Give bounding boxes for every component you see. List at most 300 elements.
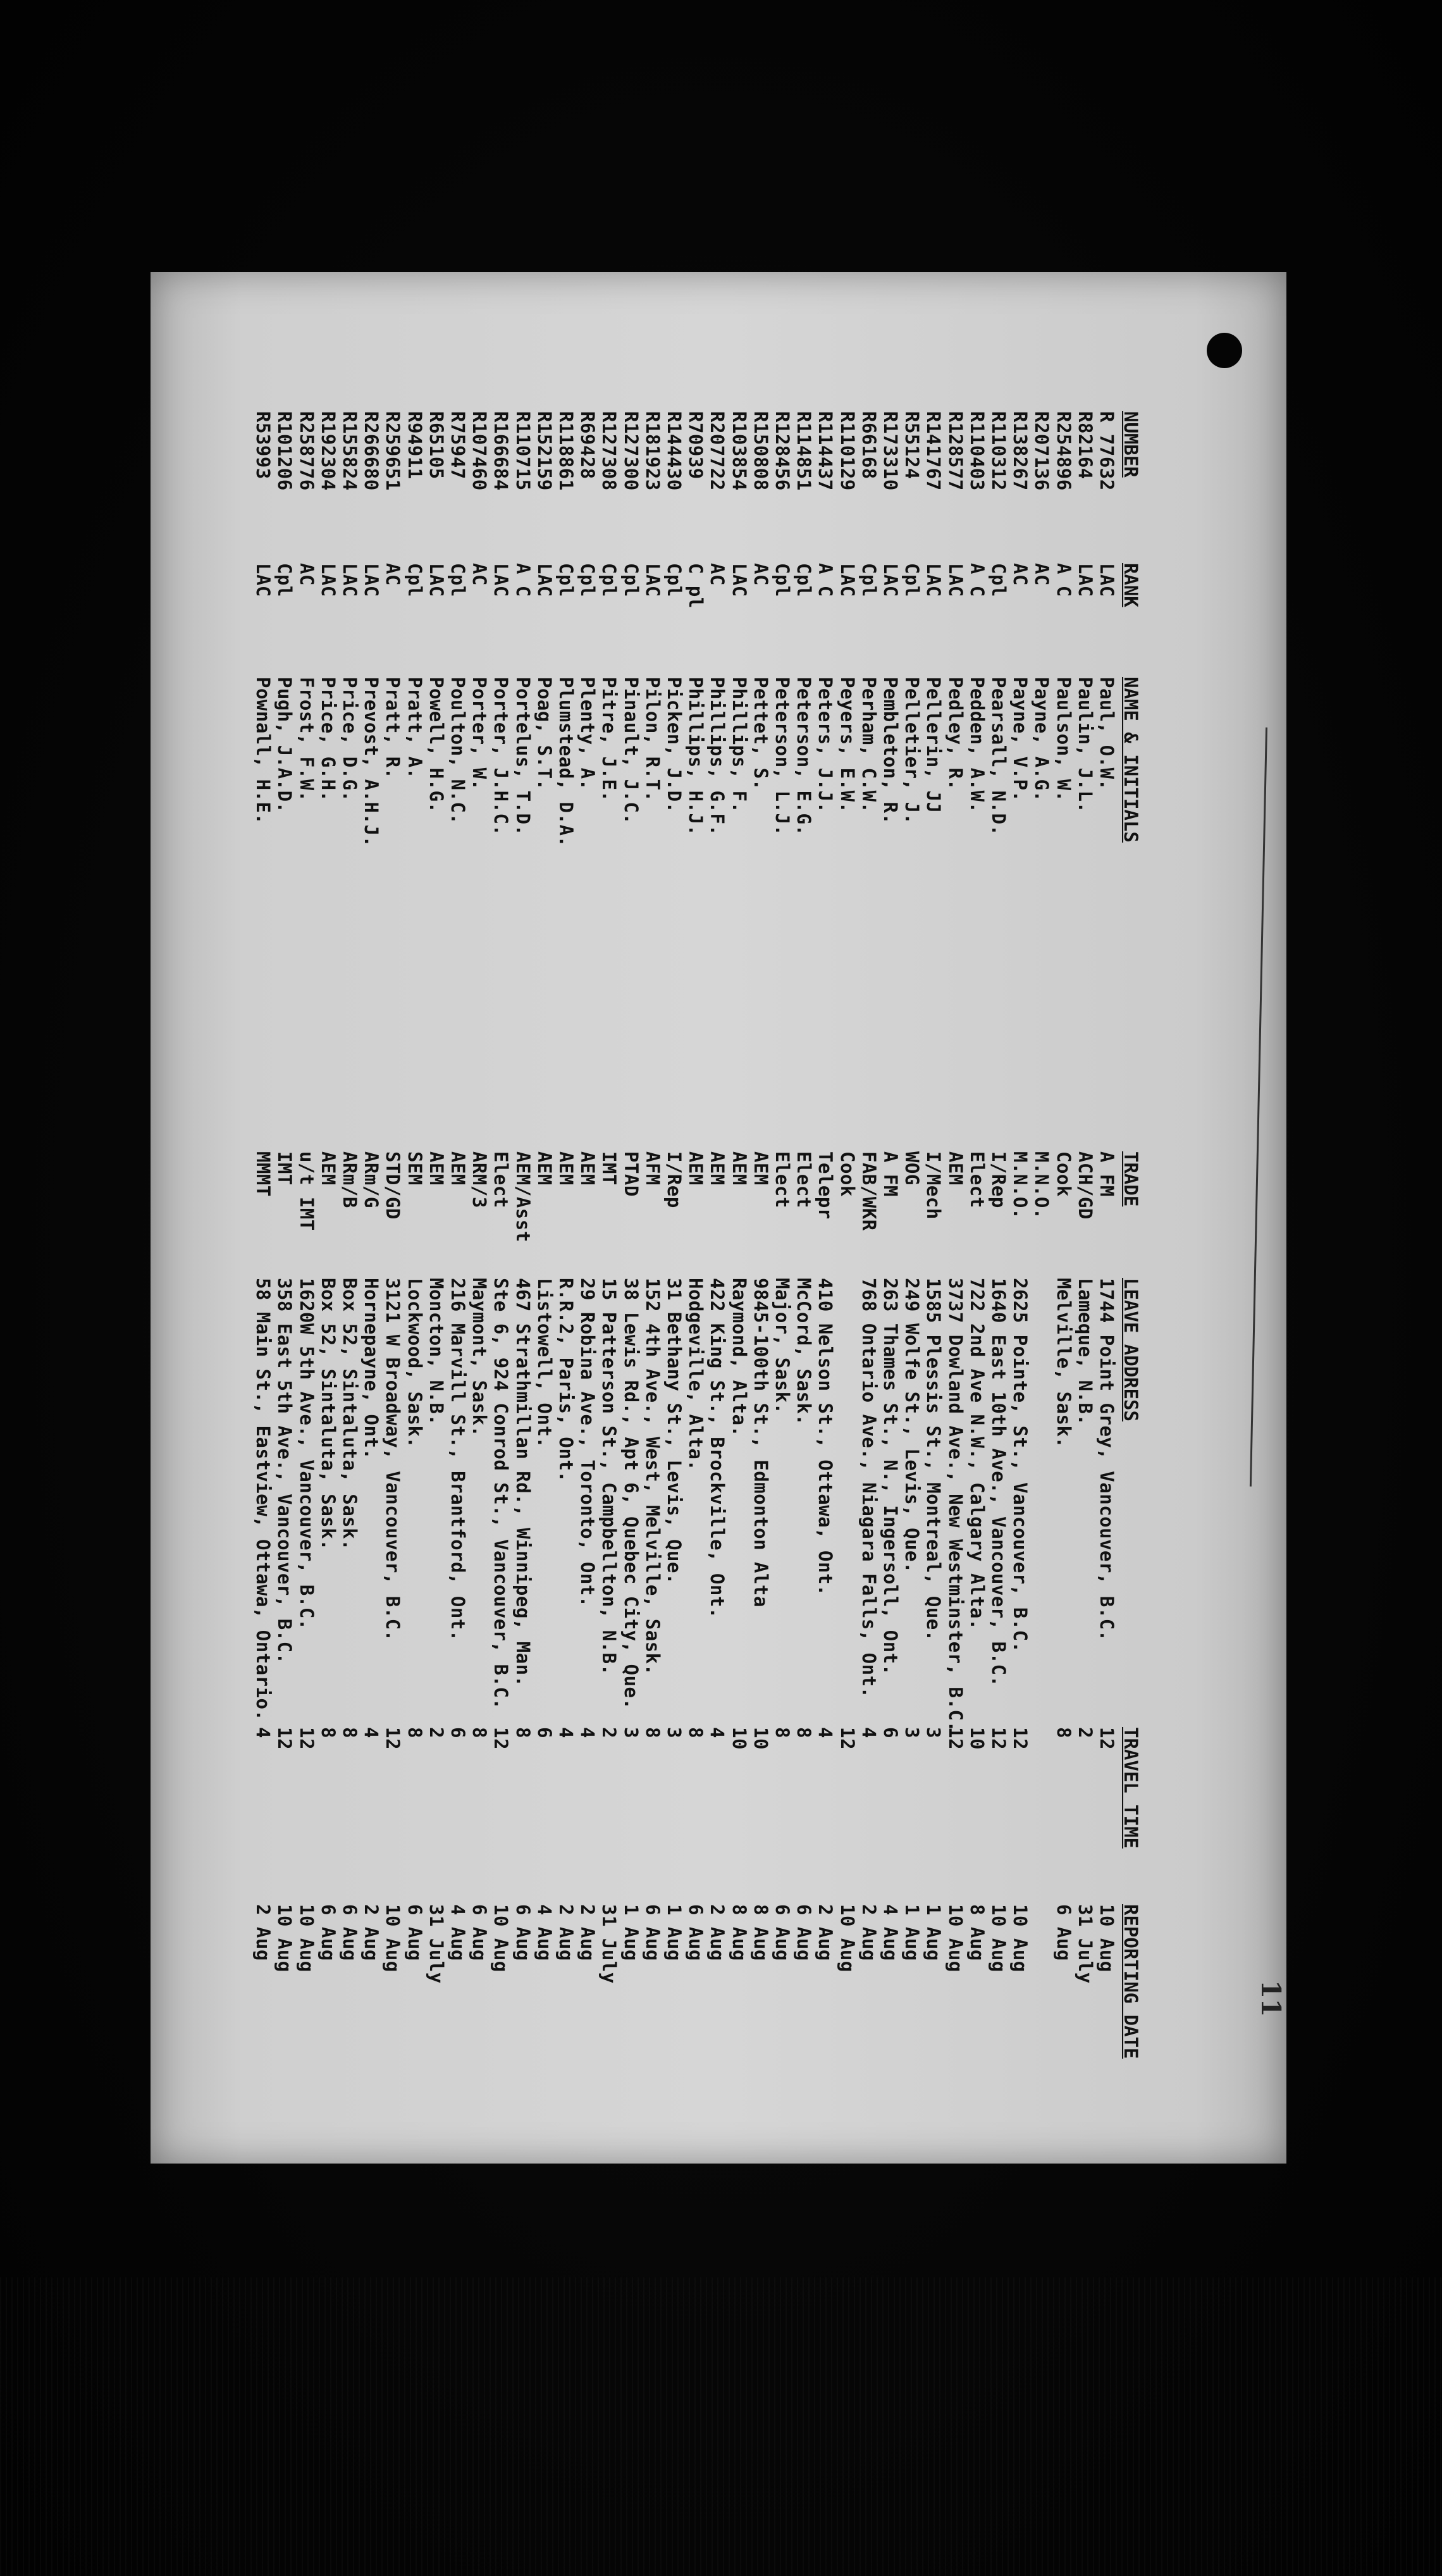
name: Peyers, E.W. xyxy=(836,677,858,814)
reporting-date: 8 Aug xyxy=(728,1904,750,1961)
trade: AEM xyxy=(555,1151,577,1186)
reporting-date: 1 Aug xyxy=(620,1904,642,1961)
trade: I/Rep xyxy=(988,1151,1009,1208)
leave-address: 38 Lewis Rd., Apt 6, Quebec City, Que. xyxy=(620,1278,642,1710)
table-row xyxy=(448,272,468,2164)
rank: AC xyxy=(469,563,491,586)
reporting-date: 10 Aug xyxy=(382,1904,404,1972)
trade: ARm/B xyxy=(339,1151,360,1208)
leave-address: Lameque, N.B. xyxy=(1074,1278,1096,1426)
name: Phillips, H.J. xyxy=(685,677,707,836)
rank: Cpl xyxy=(901,563,923,597)
table-row xyxy=(880,272,901,2164)
travel-time: 12 xyxy=(944,1727,966,1750)
trade: ACH/GD xyxy=(1074,1151,1096,1220)
travel-time: 8 xyxy=(641,1727,663,1738)
leave-address: Raymond, Alta. xyxy=(728,1278,750,1437)
name: Pilon, R.T. xyxy=(641,677,663,802)
table-row xyxy=(902,272,922,2164)
trade: u/t IMT xyxy=(295,1151,317,1231)
rank: Cpl xyxy=(620,563,642,597)
header-number: NUMBER xyxy=(1120,411,1142,478)
table-row xyxy=(815,272,835,2164)
trade: WOG xyxy=(901,1151,923,1186)
name: Porter, J.H.C. xyxy=(490,677,512,836)
service-number: R94911 xyxy=(404,411,426,480)
service-number: R173310 xyxy=(880,411,901,491)
travel-time: 12 xyxy=(988,1727,1009,1750)
rank: Cpl xyxy=(274,563,296,597)
trade: STD/GD xyxy=(382,1151,404,1220)
trade: Elect xyxy=(793,1151,815,1208)
rank: Cpl xyxy=(598,563,620,597)
trade: AFM xyxy=(641,1151,663,1186)
name: Pelletier, J. xyxy=(901,677,923,825)
leave-address: 410 Nelson St., Ottawa, Ont. xyxy=(815,1278,837,1596)
table-row xyxy=(946,272,966,2164)
reporting-date: 6 Aug xyxy=(317,1904,339,1961)
reporting-date: 10 Aug xyxy=(944,1904,966,1972)
service-number: R127308 xyxy=(598,411,620,491)
leave-address: Ste 6, 924 Conrod St., Vancouver, B.C. xyxy=(490,1278,512,1710)
reporting-date: 10 Aug xyxy=(988,1904,1009,1972)
service-number: R107460 xyxy=(469,411,491,491)
rank: LAC xyxy=(728,563,750,597)
table-row xyxy=(989,272,1009,2164)
name: Poag, S.T. xyxy=(533,677,555,791)
table-row xyxy=(534,272,555,2164)
leave-address: 3737 Dowland Ave., New Westminster, B.C. xyxy=(944,1278,966,1733)
trade: Elect xyxy=(772,1151,793,1208)
travel-time: 8 xyxy=(772,1727,793,1738)
name: Pugh, J.A.D. xyxy=(274,677,296,814)
service-number: R138267 xyxy=(1009,411,1032,491)
table-row xyxy=(383,272,403,2164)
table-row xyxy=(318,272,338,2164)
table-row xyxy=(859,272,879,2164)
travel-time: 2 xyxy=(425,1727,447,1738)
travel-time: 3 xyxy=(923,1727,945,1738)
reporting-date: 2 Aug xyxy=(706,1904,729,1961)
reporting-date: 8 Aug xyxy=(966,1904,988,1961)
travel-time: 4 xyxy=(706,1727,729,1738)
travel-time: 8 xyxy=(793,1727,815,1738)
name: Paulin, J.L. xyxy=(1074,677,1096,814)
rank: LAC xyxy=(339,563,360,597)
name: Plenty, A. xyxy=(577,677,599,791)
table-row xyxy=(1010,272,1030,2164)
service-number: R75947 xyxy=(447,411,469,480)
rank: Cpl xyxy=(447,563,469,597)
service-number: R141767 xyxy=(923,411,945,491)
service-number: R181923 xyxy=(641,411,663,491)
trade: AEM xyxy=(425,1151,447,1186)
service-number: R152159 xyxy=(533,411,555,491)
reporting-date: 4 Aug xyxy=(880,1904,901,1961)
travel-time: 4 xyxy=(252,1727,274,1738)
name: Paulson, W. xyxy=(1052,677,1075,802)
rank: Cpl xyxy=(555,563,577,597)
leave-address: 2625 Pointe, St., Vancouver, B.C. xyxy=(1009,1278,1032,1653)
reporting-date: 2 Aug xyxy=(815,1904,837,1961)
leave-address: 467 Strathmillan Rd., Winnipeg, Man. xyxy=(512,1278,534,1687)
punch-hole xyxy=(1207,333,1242,368)
table-row xyxy=(577,272,598,2164)
reporting-date: 31 July xyxy=(425,1904,447,1984)
service-number: R266680 xyxy=(360,411,383,491)
rank: LAC xyxy=(1074,563,1096,597)
leave-address: Hornepayne, Ont. xyxy=(360,1278,383,1460)
name: Pedden, A.W. xyxy=(966,677,988,814)
table-row xyxy=(340,272,360,2164)
travel-time: 8 xyxy=(404,1727,426,1738)
rank: A C xyxy=(966,563,988,597)
service-number: R53993 xyxy=(252,411,274,480)
leave-address: 1620W 5th Ave., Vancouver, B.C. xyxy=(295,1278,317,1630)
trade: Telepr xyxy=(815,1151,837,1220)
rank: Cpl xyxy=(988,563,1009,597)
rank: LAC xyxy=(425,563,447,597)
leave-address: Box 52, Sintaluta, Sask. xyxy=(339,1278,360,1551)
reporting-date: 4 Aug xyxy=(447,1904,469,1961)
header-travel-time: TRAVEL TIME xyxy=(1120,1727,1142,1849)
table-row xyxy=(426,272,447,2164)
service-number: R70939 xyxy=(685,411,707,480)
trade: AEM/Asst xyxy=(512,1151,534,1242)
service-number: R110312 xyxy=(988,411,1009,491)
reporting-date: 6 Aug xyxy=(793,1904,815,1961)
rank: LAC xyxy=(944,563,966,597)
table-row xyxy=(967,272,987,2164)
column-header-row xyxy=(1121,272,1141,2164)
name: Paul, O.W. xyxy=(1096,677,1118,791)
rank: A C xyxy=(1052,563,1075,597)
table-row xyxy=(837,272,858,2164)
table-row xyxy=(469,272,490,2164)
reporting-date: 2 Aug xyxy=(360,1904,383,1961)
leave-address: 29 Robina Ave., Toronto, Ont. xyxy=(577,1278,599,1607)
name: Pratt, A. xyxy=(404,677,426,779)
leave-address: 422 King St., Brockville, Ont. xyxy=(706,1278,729,1619)
name: Porter, W. xyxy=(469,677,491,791)
service-number: R128456 xyxy=(772,411,793,491)
page-number-note: 11 xyxy=(1255,1980,1286,2017)
service-number: R110715 xyxy=(512,411,534,491)
trade: PTAD xyxy=(620,1151,642,1197)
trade: A FM xyxy=(880,1151,901,1197)
service-number: R114437 xyxy=(815,411,837,491)
rank: AC xyxy=(706,563,729,586)
travel-time: 12 xyxy=(490,1727,512,1750)
travel-time: 12 xyxy=(1096,1727,1118,1750)
table-row xyxy=(729,272,749,2164)
service-number: R55124 xyxy=(901,411,923,480)
travel-time: 3 xyxy=(663,1727,685,1738)
travel-time: 10 xyxy=(728,1727,750,1750)
leave-address: Lockwood, Sask. xyxy=(404,1278,426,1449)
table-row xyxy=(923,272,944,2164)
trade: Cook xyxy=(1052,1151,1075,1197)
scan-noise-band xyxy=(0,2277,1442,2576)
trade: I/Mech xyxy=(923,1151,945,1220)
trade: AEM xyxy=(317,1151,339,1186)
travel-time: 12 xyxy=(382,1727,404,1750)
reporting-date: 6 Aug xyxy=(772,1904,793,1961)
leave-address: Moncton, N.B. xyxy=(425,1278,447,1426)
leave-address: Major, Sask. xyxy=(772,1278,793,1415)
trade: AEM xyxy=(577,1151,599,1186)
service-number: R69428 xyxy=(577,411,599,480)
leave-address: 1640 East 10th Ave., Vancouver, B.C. xyxy=(988,1278,1009,1687)
leave-address: Maymont, Sask. xyxy=(469,1278,491,1437)
rank: AC xyxy=(382,563,404,586)
reporting-date: 2 Aug xyxy=(555,1904,577,1961)
travel-time: 2 xyxy=(1074,1727,1096,1738)
service-number: R254896 xyxy=(1052,411,1075,491)
name: Pitre, J.E. xyxy=(598,677,620,802)
name: Prevost, A.H.J. xyxy=(360,677,383,848)
service-number: R150808 xyxy=(749,411,772,491)
leave-address: 58 Main St., Eastview, Ottawa, Ontario. xyxy=(252,1278,274,1721)
name: Phillips, F. xyxy=(728,677,750,814)
leave-address: Melville, Sask. xyxy=(1052,1278,1075,1449)
service-number: R101206 xyxy=(274,411,296,491)
travel-time: 12 xyxy=(295,1727,317,1750)
table-row xyxy=(556,272,576,2164)
name: Plumstead, D.A. xyxy=(555,677,577,848)
travel-time: 12 xyxy=(836,1727,858,1750)
service-number: R127300 xyxy=(620,411,642,491)
rank: LAC xyxy=(641,563,663,597)
travel-time: 4 xyxy=(555,1727,577,1738)
service-number: R207722 xyxy=(706,411,729,491)
trade: M.N.O. xyxy=(1031,1151,1053,1220)
service-number: R114851 xyxy=(793,411,815,491)
travel-time: 6 xyxy=(447,1727,469,1738)
reporting-date: 6 Aug xyxy=(512,1904,534,1961)
trade: AEM xyxy=(706,1151,729,1186)
rank: LAC xyxy=(252,563,274,597)
rank: A C xyxy=(512,563,534,597)
trade: ARm/G xyxy=(360,1151,383,1208)
leave-address: McCord, Sask. xyxy=(793,1278,815,1426)
name: Pratt, R. xyxy=(382,677,404,779)
leave-address: 768 Ontario Ave., Niagara Falls, Ont. xyxy=(858,1278,880,1699)
service-number: R66168 xyxy=(858,411,880,480)
name: Pownall, H.E. xyxy=(252,677,274,825)
name: Pedley, R. xyxy=(944,677,966,791)
travel-time: 6 xyxy=(533,1727,555,1738)
table-row xyxy=(274,272,295,2164)
reporting-date: 1 Aug xyxy=(901,1904,923,1961)
trade: AEM xyxy=(749,1151,772,1186)
leave-address: 9845-100th St., Edmonton Alta xyxy=(749,1278,772,1607)
name: Pearsall, N.D. xyxy=(988,677,1009,836)
rank: AC xyxy=(1031,563,1053,586)
reporting-date: 6 Aug xyxy=(404,1904,426,1961)
table-row xyxy=(253,272,273,2164)
trade: MMMT xyxy=(252,1151,274,1197)
travel-time: 8 xyxy=(1052,1727,1075,1738)
trade: IMT xyxy=(598,1151,620,1186)
name: Portelus, T.D. xyxy=(512,677,534,836)
reporting-date: 2 Aug xyxy=(577,1904,599,1961)
trade: FAB/WKR xyxy=(858,1151,880,1231)
travel-time: 10 xyxy=(749,1727,772,1750)
travel-time: 4 xyxy=(858,1727,880,1738)
trade: AEM xyxy=(685,1151,707,1186)
travel-time: 8 xyxy=(512,1727,534,1738)
travel-time: 4 xyxy=(360,1727,383,1738)
trade: ARM/3 xyxy=(469,1151,491,1208)
service-number: R65105 xyxy=(425,411,447,480)
table-row xyxy=(513,272,533,2164)
table-row xyxy=(751,272,771,2164)
reporting-date: 10 Aug xyxy=(295,1904,317,1972)
rank: LAC xyxy=(836,563,858,597)
reporting-date: 1 Aug xyxy=(923,1904,945,1961)
trade: M.N.O. xyxy=(1009,1151,1032,1220)
service-number: R110403 xyxy=(966,411,988,491)
service-number: R128577 xyxy=(944,411,966,491)
leave-address: R.R.2, Paris, Ont. xyxy=(555,1278,577,1483)
service-number: R192304 xyxy=(317,411,339,491)
travel-time: 8 xyxy=(685,1727,707,1738)
service-number: R103854 xyxy=(728,411,750,491)
travel-time: 8 xyxy=(469,1727,491,1738)
name: Picken, J.D. xyxy=(663,677,685,814)
name: Frost, F.W. xyxy=(295,677,317,802)
table-row xyxy=(599,272,619,2164)
reporting-date: 10 Aug xyxy=(1096,1904,1118,1972)
service-number: R144430 xyxy=(663,411,685,491)
rank: AC xyxy=(1009,563,1032,586)
header-name: NAME & INITIALS xyxy=(1120,677,1142,843)
table-row xyxy=(664,272,684,2164)
travel-time: 12 xyxy=(274,1727,296,1750)
name: Powell, H.G. xyxy=(425,677,447,814)
travel-time: 2 xyxy=(598,1727,620,1738)
travel-time: 8 xyxy=(339,1727,360,1738)
service-number: R155824 xyxy=(339,411,360,491)
reporting-date: 6 Aug xyxy=(641,1904,663,1961)
reporting-date: 10 Aug xyxy=(1009,1904,1032,1972)
name: Pellerin, JJ xyxy=(923,677,945,814)
leave-address: 358 East 5th Ave., Vancouver, B.C. xyxy=(274,1278,296,1664)
name: Pembleton, R. xyxy=(880,677,901,825)
travel-time: 4 xyxy=(577,1727,599,1738)
leave-address: Hodgeville, Alta. xyxy=(685,1278,707,1471)
rank: LAC xyxy=(533,563,555,597)
name: Perham, C.W. xyxy=(858,677,880,814)
name: Phillips, G.F. xyxy=(706,677,729,836)
reporting-date: 8 Aug xyxy=(749,1904,772,1961)
trade: AEM xyxy=(447,1151,469,1186)
reporting-date: 6 Aug xyxy=(1052,1904,1075,1961)
reporting-date: 10 Aug xyxy=(836,1904,858,1972)
rank: C pl xyxy=(685,563,707,609)
leave-address: 249 Wolfe St., Levis, Que. xyxy=(901,1278,923,1573)
table-row xyxy=(643,272,663,2164)
leave-address: 15 Patterson St., Campbellton, N.B. xyxy=(598,1278,620,1676)
reporting-date: 1 Aug xyxy=(663,1904,685,1961)
name: Peterson, L.J. xyxy=(772,677,793,836)
rank: LAC xyxy=(880,563,901,597)
rank: Cpl xyxy=(404,563,426,597)
rank: AC xyxy=(295,563,317,586)
travel-time: 6 xyxy=(880,1727,901,1738)
travel-time: 8 xyxy=(317,1727,339,1738)
service-number: R258776 xyxy=(295,411,317,491)
rank: A C xyxy=(815,563,837,597)
rank: Cpl xyxy=(793,563,815,597)
rank: AC xyxy=(749,563,772,586)
trade: Elect xyxy=(490,1151,512,1208)
rank: Cpl xyxy=(577,563,599,597)
trade: AEM xyxy=(533,1151,555,1186)
travel-time: 3 xyxy=(901,1727,923,1738)
header-leave-address: LEAVE ADDRESS xyxy=(1120,1278,1142,1421)
rank: LAC xyxy=(923,563,945,597)
trade: IMT xyxy=(274,1151,296,1186)
travel-time: 3 xyxy=(620,1727,642,1738)
header-rank: RANK xyxy=(1120,563,1142,607)
trade: Cook xyxy=(836,1151,858,1197)
reporting-date: 6 Aug xyxy=(685,1904,707,1961)
rank: LAC xyxy=(317,563,339,597)
reporting-date: 4 Aug xyxy=(533,1904,555,1961)
name: Pinault, J.C. xyxy=(620,677,642,825)
name: Payne, A.G. xyxy=(1031,677,1053,802)
name: Payne, V.P. xyxy=(1009,677,1032,802)
leave-address: Box 52, Sintaluta, Sask. xyxy=(317,1278,339,1551)
leave-address: Listowell, Ont. xyxy=(533,1278,555,1449)
service-number: R207136 xyxy=(1031,411,1053,491)
table-row xyxy=(621,272,641,2164)
rank: LAC xyxy=(490,563,512,597)
document-sheet xyxy=(151,272,1286,2164)
table-row xyxy=(405,272,425,2164)
leave-address: 3121 W Broadway, Vancouver, B.C. xyxy=(382,1278,404,1642)
name: Price, D.G. xyxy=(339,677,360,802)
leave-address: 263 Thames St., N., Ingersoll, Ont. xyxy=(880,1278,901,1676)
leave-address: 152 4th Ave., West, Melville, Sask. xyxy=(641,1278,663,1676)
table-row xyxy=(361,272,381,2164)
rank: LAC xyxy=(1096,563,1118,597)
table-row xyxy=(1054,272,1074,2164)
table-row xyxy=(1032,272,1052,2164)
trade: AEM xyxy=(944,1151,966,1186)
leave-address: 722 2nd Ave N.W., Calgary Alta. xyxy=(966,1278,988,1630)
rotated-sheet-content xyxy=(151,272,1286,2164)
name: Peterson, E.G. xyxy=(793,677,815,836)
leave-address: 1744 Point Grey, Vancouver, B.C. xyxy=(1096,1278,1118,1642)
table-row xyxy=(297,272,317,2164)
header-reporting-date: REPORTING DATE xyxy=(1120,1904,1142,2059)
header-trade: TRADE xyxy=(1120,1151,1142,1207)
leave-address: 31 Bethany St., Levis, Que. xyxy=(663,1278,685,1585)
name: Price, G.H. xyxy=(317,677,339,802)
reporting-date: 31 July xyxy=(1074,1904,1096,1984)
name: Pettet, S. xyxy=(749,677,772,791)
reporting-date: 2 Aug xyxy=(252,1904,274,1961)
trade: AEM xyxy=(728,1151,750,1186)
rank: Cpl xyxy=(663,563,685,597)
name: Peters, J.J. xyxy=(815,677,837,814)
strike-through-line xyxy=(1250,728,1267,1487)
table-row xyxy=(707,272,727,2164)
service-number: R118861 xyxy=(555,411,577,491)
